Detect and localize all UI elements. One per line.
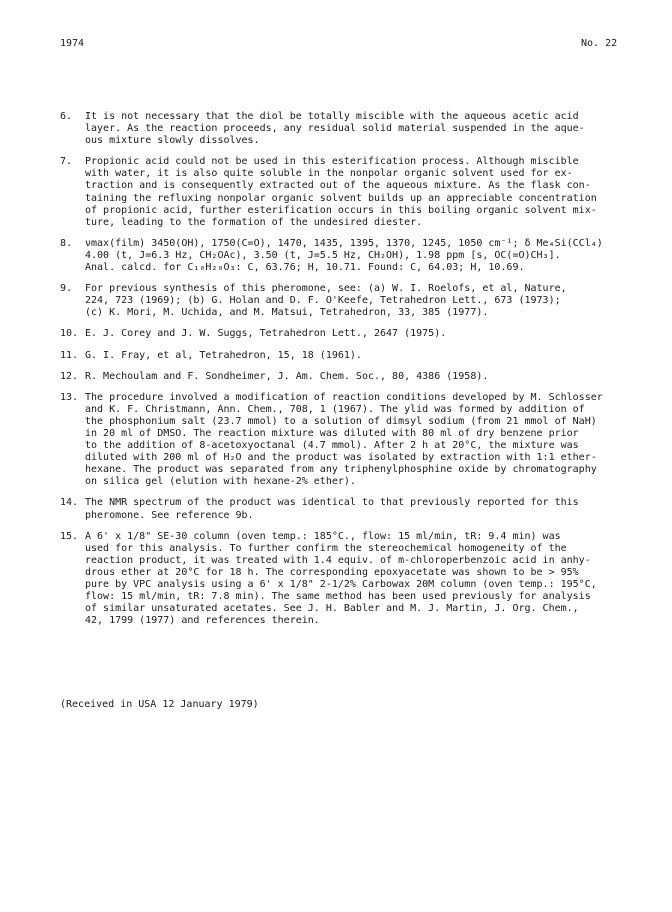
note-number: 11. [60, 349, 79, 361]
note-13 [60, 392, 620, 489]
note-line: ous mixture slowly dissolves. [85, 135, 260, 147]
note-number: 15. [60, 530, 79, 542]
note-line: 4.00 (t, J=6.3 Hz, CH₂OAc), 3.50 (t, J=5.5 Hz, CH₂OH), 1.98 ppm [s, OC(=O)CH₃]. [85, 249, 561, 261]
note-line: taining the refluxing nonpolar organic solvent builds up an appreciable concentration [85, 192, 597, 204]
note-line: A 6' x 1/8" SE-30 column (oven temp.: 185°C., flow: 15 ml/min, tR: 9.4 min) was [85, 530, 561, 542]
note-line: layer. As the reaction proceeds, any residual solid material suspended in the aque- [85, 123, 585, 135]
note-line: traction and is consequently extracted out of the aqueous mixture. As the flask con- [85, 180, 591, 192]
note-line: 224, 723 (1969); (b) G. Holan and D. F. O'Keefe, Tetrahedron Lett., 673 (1973); [85, 295, 561, 307]
page-header-year: 1974 [60, 38, 85, 49]
note-line: of similar unsaturated acetates. See J. H. Babler and M. J. Martin, J. Org. Chem., [85, 603, 579, 615]
note-line: and K. F. Christmann, Ann. Chem., 708, 1 (1967). The ylid was formed by addition of [85, 403, 585, 415]
note-14 [60, 497, 620, 521]
note-line: reaction product, it was treated with 1.4 equiv. of m-chloroperbenzoic acid in anhy- [85, 554, 591, 566]
received-date: (Received in USA 12 January 1979) [60, 699, 259, 710]
note-line: flow: 15 ml/min, tR: 7.8 min). The same method has been used previously for analysis [85, 591, 591, 603]
note-15 [60, 531, 620, 628]
note-line: in 20 ml of DMSO. The reaction mixture was diluted with 80 ml of dry benzene prior [85, 427, 579, 439]
note-line: the phosphonium salt (23.7 mmol) to a solution of dimsyl sodium (from 21 mmol of NaH) [85, 415, 597, 427]
note-6 [60, 111, 620, 147]
note-number: 13. [60, 391, 79, 403]
note-line: to the addition of 8-acetoxyoctanal (4.7 mmol). After 2 h at 20°C, the mixture was [85, 440, 579, 452]
note-line: drous ether at 20°C for 18 h. The corresponding epoxyacetate was shown to be > 95% [85, 566, 579, 578]
notes-list [60, 111, 620, 636]
note-line: diluted with 200 ml of H₂O and the product was isolated by extraction with 1:1 ether- [85, 452, 597, 464]
note-10 [60, 328, 620, 340]
note-12 [60, 371, 620, 383]
note-line: pheromone. See reference 9b. [85, 509, 254, 521]
note-line: R. Mechoulam and F. Sondheimer, J. Am. Chem. Soc., 80, 4386 (1958). [85, 370, 489, 382]
note-line: It is not necessary that the diol be totally miscible with the aqueous acetic acid [85, 111, 579, 122]
note-line: on silica gel (elution with hexane-2% ether). [85, 476, 356, 488]
note-number: 9. [60, 283, 73, 295]
note-number: 14. [60, 497, 79, 509]
note-number: 7. [60, 156, 73, 168]
note-number: 6. [60, 111, 73, 122]
note-line: G. I. Fray, et al, Tetrahedron, 15, 18 (1961). [85, 349, 362, 361]
note-line: For previous synthesis of this pheromone, see: (a) W. I. Roelofs, et al, Nature, [85, 283, 567, 295]
note-line: of propionic acid, further esterification occurs in this boiling organic solvent mix- [85, 204, 597, 216]
note-line: Anal. calcd. for C₁₀H₂₀O₃: C, 63.76; H, 10.71. Found: C, 64.03; H, 10.69. [85, 262, 525, 274]
note-line: hexane. The product was separated from any triphenylphosphine oxide by chromatography [85, 464, 597, 476]
note-line: The NMR spectrum of the product was identical to that previously reported for this [85, 497, 579, 509]
note-11 [60, 350, 620, 362]
note-line: Propionic acid could not be used in this esterification process. Although miscible [85, 156, 579, 168]
note-line: ture, leading to the formation of the undesired diester. [85, 216, 423, 228]
note-7 [60, 156, 620, 229]
note-number: 12. [60, 370, 79, 382]
note-number: 10. [60, 328, 79, 340]
note-number: 8. [60, 237, 73, 249]
note-8 [60, 238, 620, 274]
note-line: with water, it is also quite soluble in the nonpolar organic solvent used for ex- [85, 168, 573, 180]
note-line: used for this analysis. To further confirm the stereochemical homogeneity of the [85, 542, 567, 554]
note-line: νmax(film) 3450(OH), 1750(C=O), 1470, 1435, 1395, 1370, 1245, 1050 cm⁻¹; δ Me₄Si(CCl₄) [85, 237, 603, 249]
note-line: pure by VPC analysis using a 6' x 1/8" 2-1/2% Carbowax 20M column (oven temp.: 195°C, [85, 579, 597, 590]
note-line: The procedure involved a modification of reaction conditions developed by M. Schlosser [85, 391, 603, 403]
note-line: 42, 1799 (1977) and references therein. [85, 615, 320, 627]
note-line: E. J. Corey and J. W. Suggs, Tetrahedron Lett., 2647 (1975). [85, 328, 447, 340]
note-9 [60, 283, 620, 319]
note-line: (c) K. Mori, M. Uchida, and M. Matsui, Tetrahedron, 33, 385 (1977). [85, 307, 489, 319]
page-header-issue: No. 22 [581, 38, 618, 49]
